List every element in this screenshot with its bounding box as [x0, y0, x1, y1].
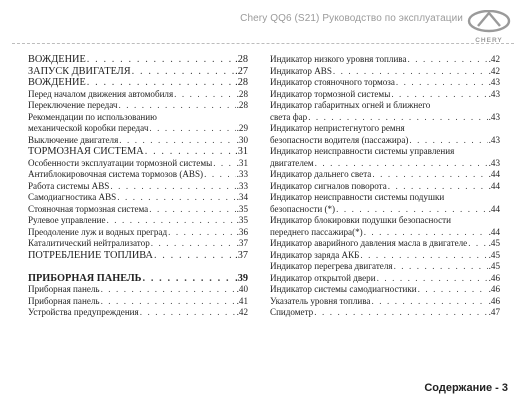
toc-entry[interactable] [28, 181, 248, 193]
toc-page-number: .37 [236, 238, 248, 248]
toc-entry-title: света фар [270, 111, 308, 122]
toc-leader-dots [107, 215, 236, 227]
toc-entry[interactable] [270, 123, 500, 135]
brand-wordmark: CHERY [475, 37, 503, 44]
toc-entry-title: Рулевое управление [28, 215, 106, 225]
toc-page-number: .27 [235, 65, 248, 77]
toc-leader-dots [371, 296, 487, 308]
toc-entry[interactable] [270, 181, 500, 193]
toc-leader-dots [394, 261, 488, 273]
toc-leader-dots [145, 146, 234, 158]
toc-page-number: .34 [236, 192, 248, 202]
toc-page-number: .43 [488, 134, 500, 145]
toc-entry-title: Индикатор тормозной системы [270, 88, 391, 99]
toc-page-number: .42 [236, 307, 248, 317]
toc-page-number: .31 [235, 146, 248, 157]
toc-entry-title: двигателем [270, 157, 314, 168]
toc-entry[interactable] [28, 112, 248, 124]
toc-page-number: .42 [488, 65, 500, 76]
toc-entry[interactable] [28, 89, 248, 101]
toc-entry-title: Указатель уровня топлива [270, 295, 371, 306]
toc-leader-dots [364, 227, 488, 239]
toc-page-number: .43 [488, 111, 500, 122]
toc-entry-title: Антиблокировочная система тормозов (ABS) [28, 169, 204, 179]
toc-entry-title: Приборная панель [28, 295, 100, 306]
toc-leader-dots [315, 158, 488, 170]
toc-entry[interactable] [28, 273, 248, 285]
toc-entry-title: Перед началом движения автомобиля [28, 88, 174, 99]
toc-entry-title: Каталитический нейтрализатор [28, 238, 150, 248]
toc-leader-dots [174, 89, 235, 101]
toc-entry[interactable] [270, 112, 500, 124]
toc-leader-dots [87, 77, 234, 89]
toc-page-number: .37 [235, 249, 248, 261]
toc-leader-dots [154, 250, 234, 262]
toc-entry-title: Индикатор габаритных огней и ближнего [270, 100, 431, 110]
toc-page-number: .46 [488, 295, 500, 306]
toc-page-number: .43 [488, 157, 500, 168]
toc-entry[interactable] [270, 146, 500, 158]
toc-leader-dots [204, 169, 236, 181]
toc-entry[interactable] [270, 192, 500, 204]
toc-leader-dots [117, 192, 235, 204]
toc-leader-dots [101, 296, 236, 308]
toc-entry[interactable] [270, 54, 500, 66]
toc-entry-title: Индикатор непристегнутого ремня [270, 123, 405, 133]
toc-entry[interactable] [270, 77, 500, 89]
toc-entry-title: Индикатор неисправности системы подушки [270, 192, 445, 202]
toc-right-column [270, 54, 500, 319]
toc-leader-dots [377, 273, 488, 285]
toc-page-number: .28 [235, 54, 248, 65]
toc-page-number: .44 [488, 169, 500, 179]
toc-entry-title: безопасности водителя (пассажира) [270, 134, 409, 145]
toc-entry[interactable] [270, 250, 500, 262]
toc-entry[interactable] [28, 169, 248, 181]
toc-leader-dots [418, 284, 488, 296]
toc-page-number: .33 [236, 169, 248, 179]
toc-leader-dots [142, 273, 234, 285]
toc-leader-dots [360, 250, 487, 262]
toc-entry-title: Индикатор перегрева двигателя [270, 261, 393, 271]
toc-entry-title: Индикатор аварийного давления масла в двигателе [270, 238, 468, 248]
toc-entry[interactable] [270, 227, 500, 239]
toc-entry[interactable] [270, 307, 500, 319]
toc-page-number: .28 [235, 77, 248, 88]
toc-entry-title: переднего пассажира(*) [270, 226, 363, 237]
toc-page-number: .40 [236, 284, 248, 294]
toc-page-number: .47 [488, 307, 500, 317]
toc-leader-dots [119, 135, 235, 147]
toc-entry-title: Индикатор сигналов поворота [270, 180, 387, 191]
toc-page-number: .41 [236, 295, 248, 306]
toc-entry[interactable] [270, 204, 500, 216]
toc-spacer [28, 261, 248, 273]
toc-entry[interactable] [270, 261, 500, 273]
toc-entry[interactable] [28, 250, 248, 262]
toc-entry[interactable] [28, 227, 248, 239]
toc-entry-title: ТОРМОЗНАЯ СИСТЕМА [28, 146, 144, 157]
toc-entry-title: ПРИБОРНАЯ ПАНЕЛЬ [28, 272, 142, 284]
toc-entry[interactable] [28, 238, 248, 250]
toc-entry-title: Индикатор заряда АКБ [270, 249, 360, 260]
toc-leader-dots [168, 227, 236, 239]
toc-page-number: .35 [236, 203, 248, 214]
toc-entry[interactable] [270, 66, 500, 78]
toc-leader-dots [118, 100, 235, 112]
toc-entry[interactable] [28, 158, 248, 170]
toc-entry-title: Индикатор ABS [270, 65, 332, 76]
toc-leader-dots [140, 307, 236, 319]
toc-page-number: .44 [488, 203, 500, 214]
toc-entry[interactable] [28, 204, 248, 216]
toc-entry-title: Индикатор дальнего света [270, 169, 372, 179]
toc-leader-dots [372, 169, 487, 181]
toc-entry-title: безопасности (*) [270, 203, 336, 214]
toc-entry-title: ВОЖДЕНИЕ [28, 77, 86, 88]
toc-entry-title: Индикатор низкого уровня топлива [270, 54, 407, 64]
toc-entry-title: ПОТРЕБЛЕНИЕ ТОПЛИВА [28, 249, 153, 261]
toc-page-number: .44 [488, 180, 500, 191]
toc-entry-title: Особенности эксплуатации тормозной системы [28, 157, 213, 168]
header-divider [12, 43, 514, 44]
toc-leader-dots [388, 181, 488, 193]
toc-entry[interactable] [270, 169, 500, 181]
toc-entry-title: Преодоление луж и водных преград [28, 226, 168, 237]
toc-entry[interactable] [270, 215, 500, 227]
toc-entry[interactable] [28, 100, 248, 112]
toc-entry[interactable] [28, 296, 248, 308]
toc-page-number: .39 [235, 272, 248, 284]
toc-leader-dots [149, 204, 235, 216]
toc-entry-title: Индикатор блокировки подушки безопасности [270, 215, 452, 225]
toc-entry-title: Индикатор неисправности системы управления [270, 146, 455, 156]
toc-entry[interactable] [270, 158, 500, 170]
toc-page-number: .35 [236, 215, 248, 225]
toc-entry-title: Устройства предупреждения [28, 307, 139, 317]
chery-emblem-icon [464, 10, 514, 34]
toc-entry[interactable] [28, 54, 248, 66]
toc-page-number: .28 [236, 88, 248, 99]
toc-entry-title: Стояночная тормозная система [28, 203, 149, 214]
toc-entry-title: Приборная панель [28, 284, 100, 294]
toc-entry[interactable] [270, 89, 500, 101]
toc-entry-title: Работа системы ABS [28, 180, 110, 191]
toc-entry[interactable] [28, 146, 248, 158]
toc-page-number: .45 [488, 249, 500, 260]
toc-entry[interactable] [270, 296, 500, 308]
toc-leader-dots [314, 307, 487, 319]
toc-entry[interactable] [28, 123, 248, 135]
toc-leader-dots [396, 77, 488, 89]
toc-entry-title: Рекомендации по использованию [28, 111, 157, 122]
toc-entry[interactable] [28, 284, 248, 296]
toc-page-number: .30 [236, 134, 248, 145]
toc-leader-dots [151, 238, 236, 250]
toc-entry[interactable] [270, 284, 500, 296]
toc-entry[interactable] [28, 77, 248, 89]
toc-leader-dots [409, 135, 487, 147]
toc-entry-title: ЗАПУСК ДВИГАТЕЛЯ [28, 65, 131, 77]
toc-leader-dots [132, 66, 235, 78]
toc-entry[interactable] [28, 135, 248, 147]
chery-logo [464, 10, 514, 44]
toc-page-number: .45 [488, 238, 500, 248]
toc-entry[interactable] [270, 100, 500, 112]
toc-page-number: .46 [488, 272, 500, 283]
toc-page-number: .33 [236, 180, 248, 191]
toc-leader-dots [87, 54, 234, 66]
toc-page-number: .42 [488, 54, 500, 64]
toc-entry[interactable] [28, 307, 248, 319]
toc-leader-dots [101, 284, 236, 296]
toc-entry[interactable] [270, 273, 500, 285]
toc-entry-title: Индикатор системы самодиагностики [270, 284, 417, 294]
toc-entry-title: механической коробки передач [28, 123, 149, 133]
toc-leader-dots [408, 54, 488, 66]
toc-leader-dots [468, 238, 487, 250]
toc-page-number: .43 [488, 77, 500, 87]
toc-entry-title: ВОЖДЕНИЕ [28, 54, 86, 65]
toc-leader-dots [149, 123, 235, 135]
toc-entry-title: Индикатор стояночного тормоза [270, 77, 395, 87]
toc-leader-dots [391, 89, 487, 101]
toc-leader-dots [336, 204, 488, 216]
toc-leader-dots [333, 66, 488, 78]
running-header: Chery QQ6 (S21) Руководство по эксплуатации [240, 13, 463, 24]
toc-entry-title: Спидометр [270, 307, 314, 317]
toc-leader-dots [110, 181, 235, 193]
toc-page-number: .44 [488, 226, 500, 237]
toc-entry-title: Выключение двигателя [28, 134, 119, 145]
toc-page-number: .45 [488, 261, 500, 271]
toc-left-column [28, 54, 248, 319]
toc-entry-title: Переключение передач [28, 100, 118, 110]
toc-entry-title: Самодиагностика ABS [28, 192, 117, 202]
toc-entry[interactable] [270, 238, 500, 250]
toc-entry-title: Индикатор открытой двери [270, 272, 376, 283]
toc-page-number: .31 [236, 157, 248, 168]
toc-leader-dots [308, 112, 487, 124]
toc-entry[interactable] [270, 135, 500, 147]
toc-entry[interactable] [28, 66, 248, 78]
toc-page-number: .43 [488, 88, 500, 99]
page-footer: Содержание - 3 [424, 382, 508, 394]
toc-page-number: .36 [236, 226, 248, 237]
toc-entry[interactable] [28, 192, 248, 204]
toc-leader-dots [213, 158, 235, 170]
toc-page-number: .46 [488, 284, 500, 294]
toc-page-number: .29 [236, 123, 248, 133]
toc-page-number: .28 [236, 100, 248, 110]
toc-entry[interactable] [28, 215, 248, 227]
